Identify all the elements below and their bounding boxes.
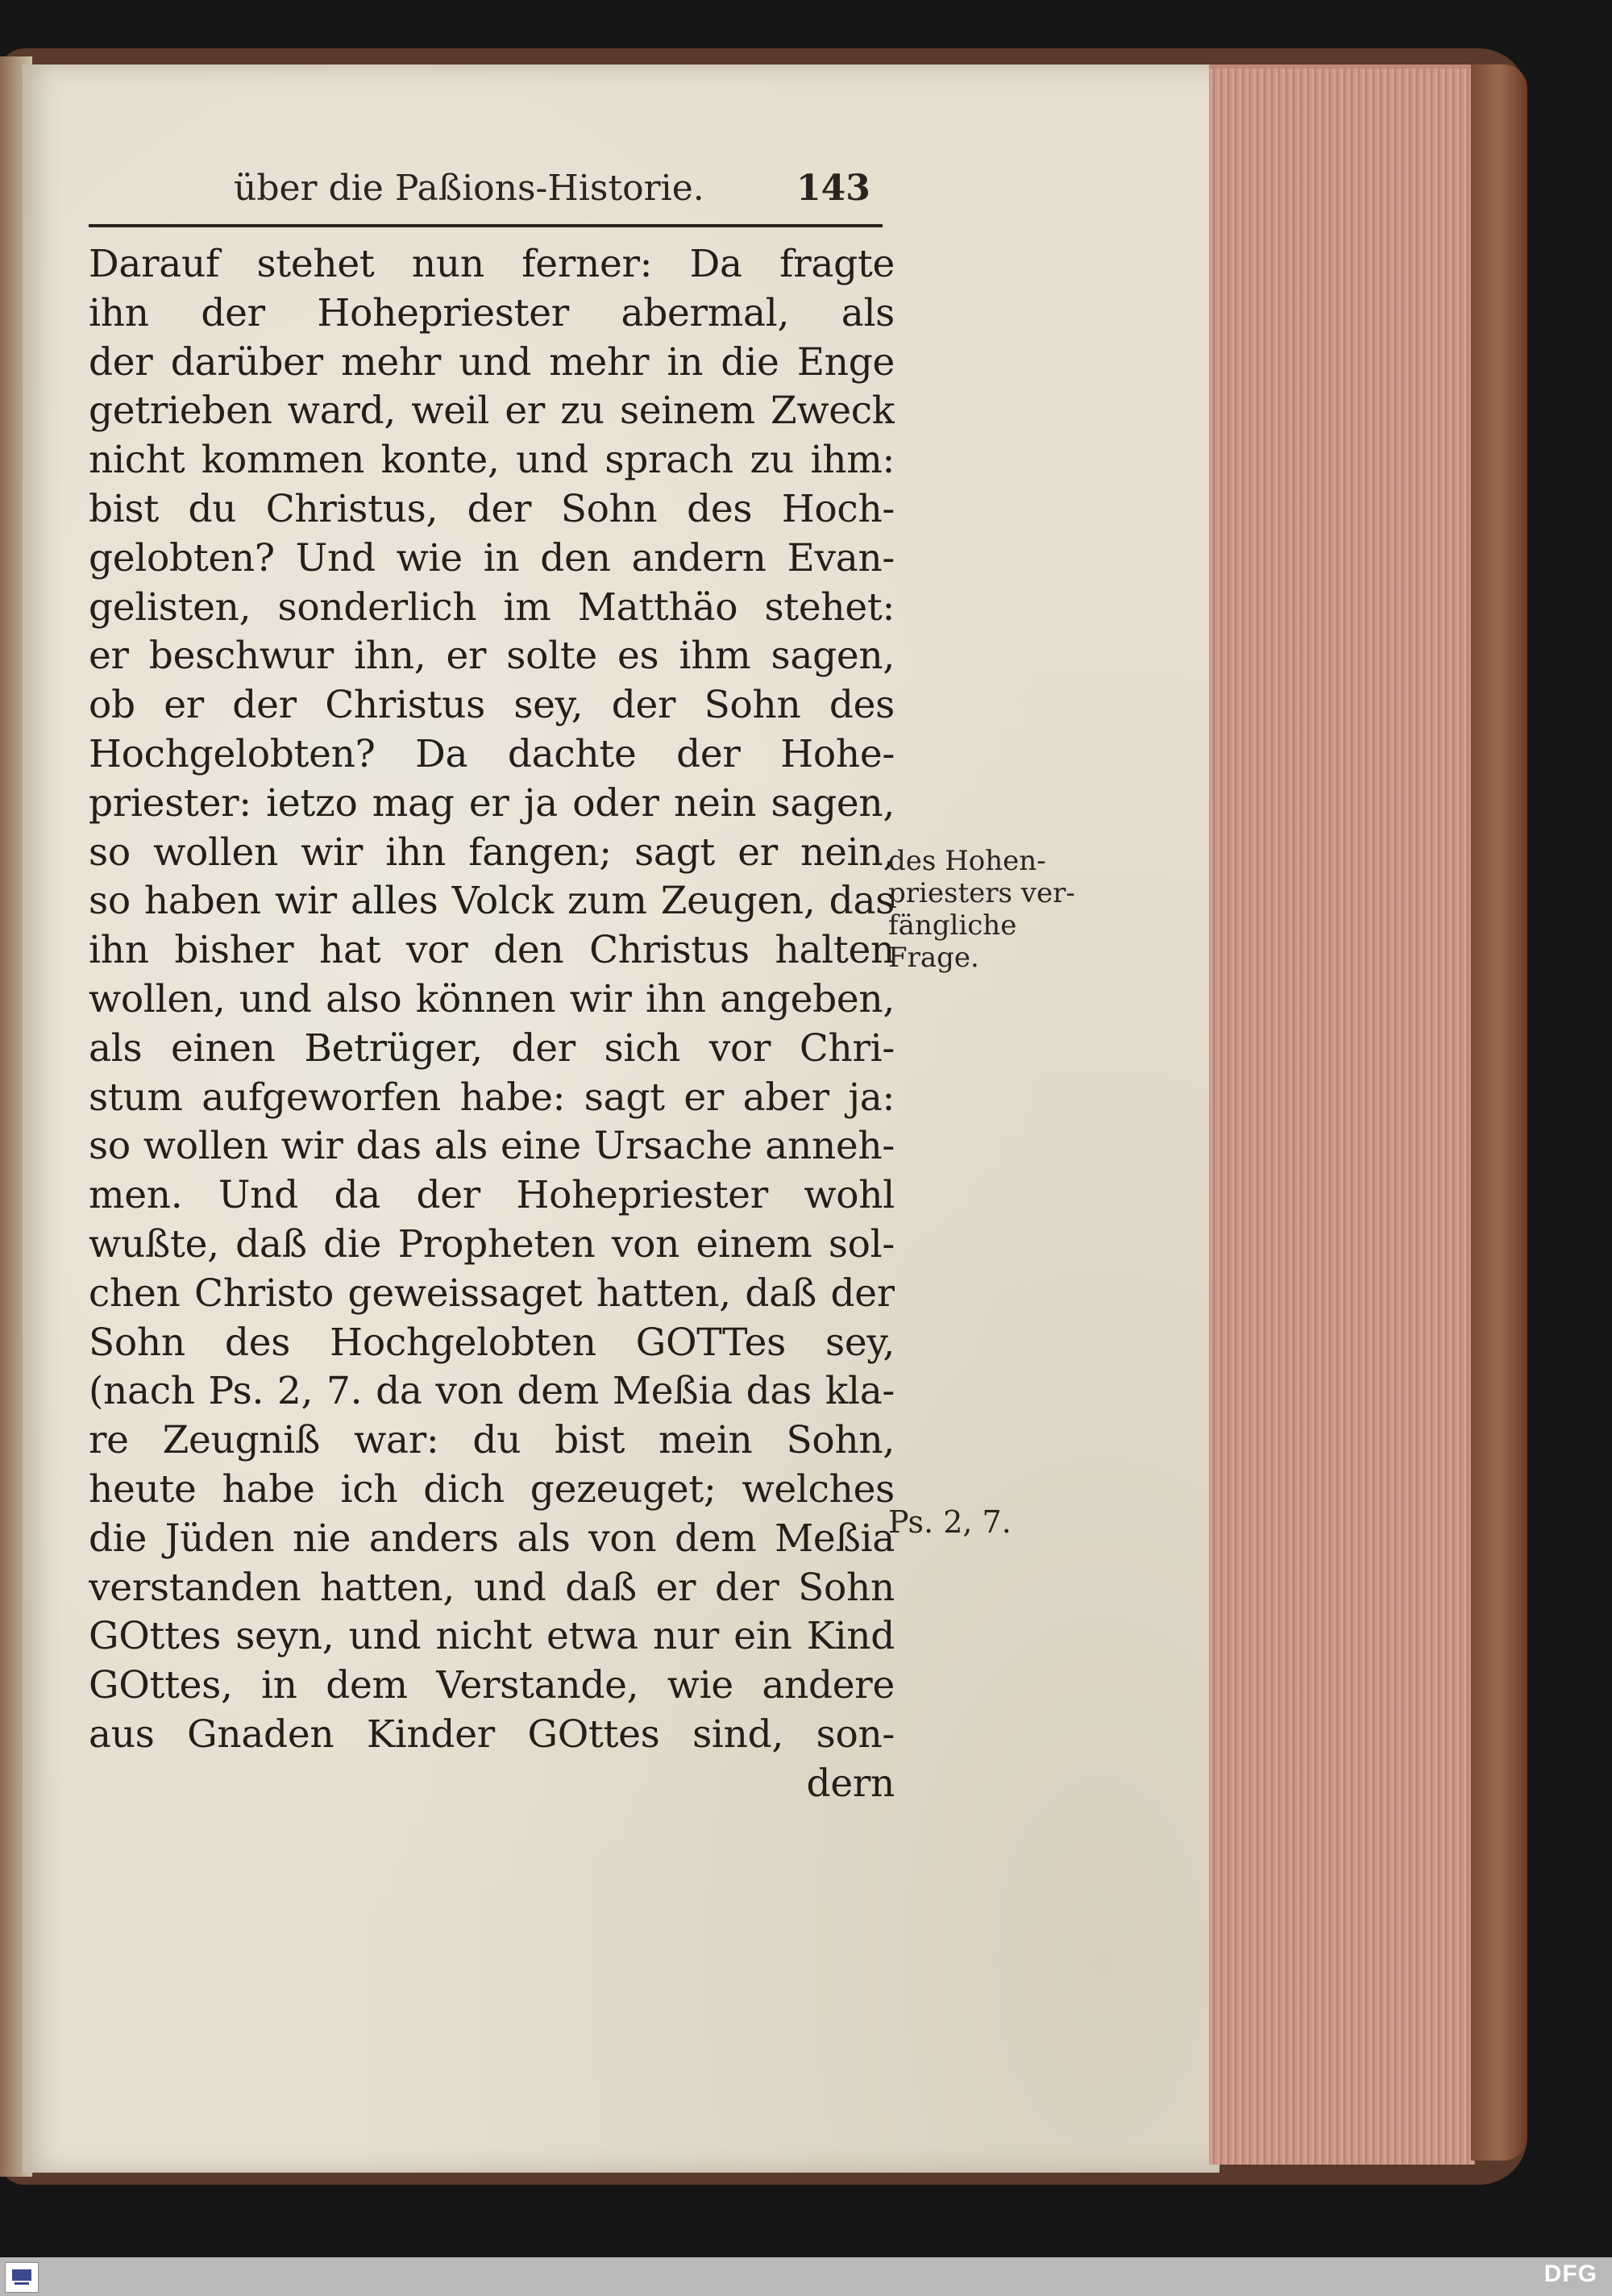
- margin-note-psalm: Ps. 2, 7.: [888, 1504, 1012, 1540]
- text-line: Sohn des Hochgelobten GOTTes sey,: [89, 1320, 895, 1365]
- running-title: über die Paßions-Historie.: [234, 168, 704, 209]
- text-line: verstanden hatten, und daß er der Sohn: [89, 1565, 895, 1610]
- text-line: aus Gnaden Kinder GOttes sind, son-: [89, 1712, 895, 1757]
- margin-note-question: [888, 845, 1130, 974]
- page-number: 143: [796, 168, 870, 209]
- text-line: ob er der Christus sey, der Sohn des: [89, 683, 895, 728]
- text-line: so wollen wir das als eine Ursache anneh-: [89, 1124, 895, 1169]
- margin-note-line: des Hohen-: [888, 845, 1046, 877]
- page-fore-edge: [1209, 69, 1475, 2165]
- text-line: nicht kommen konte, und sprach zu ihm:: [89, 438, 895, 483]
- text-line: ihn bisher hat vor den Christus halten: [89, 928, 895, 973]
- text-line: bist du Christus, der Sohn des Hoch-: [89, 486, 895, 531]
- text-line: chen Christo geweissaget hatten, daß der: [89, 1271, 895, 1316]
- text-line: Darauf stehet nun ferner: Da fragte: [89, 242, 895, 286]
- text-line: gelobten? Und wie in den andern Evan-: [89, 535, 895, 580]
- text-line: re Zeugniß war: du bist mein Sohn,: [89, 1418, 895, 1463]
- library-logo-icon: [10, 2267, 34, 2288]
- text-line: Hochgelobten? Da dachte der Hohe-: [89, 731, 895, 776]
- text-line: der darüber mehr und mehr in die Enge: [89, 339, 895, 385]
- text-line: ihn der Hohepriester abermal, als: [89, 290, 895, 335]
- library-logo: [5, 2262, 39, 2293]
- header-rule: [89, 224, 883, 227]
- viewer-footer: [0, 2257, 1612, 2296]
- text-line: wollen, und also können wir ihn angeben,: [89, 976, 895, 1021]
- text-line: GOttes, in dem Verstande, wie andere: [89, 1663, 895, 1708]
- margin-note-line: priesters ver-: [888, 877, 1075, 909]
- body-text: [89, 240, 895, 1809]
- margin-note-line: fängliche: [888, 909, 1017, 942]
- text-line: gelisten, sonderlich im Matthäo stehet:: [89, 584, 895, 630]
- text-line: heute habe ich dich gezeuget; welches: [89, 1466, 895, 1512]
- text-line: stum aufgeworfen habe: sagt er aber ja:: [89, 1075, 895, 1120]
- text-line: GOttes seyn, und nicht etwa nur ein Kind: [89, 1614, 895, 1659]
- text-line: so wollen wir ihn fangen; sagt er nein,: [89, 830, 895, 875]
- text-line: wußte, daß die Propheten von einem sol-: [89, 1221, 895, 1267]
- text-line: priester: ietzo mag er ja oder nein sagen,: [89, 780, 895, 826]
- text-line: getrieben ward, weil er zu seinem Zweck: [89, 389, 895, 434]
- cover-edge: [1471, 64, 1527, 2161]
- text-line: er beschwur ihn, er solte es ihm sagen,: [89, 634, 895, 679]
- margin-note-line: Frage.: [888, 942, 979, 974]
- text-line: so haben wir alles Volck zum Zeugen, das: [89, 879, 895, 924]
- dfg-logo: DFG: [1543, 2261, 1597, 2287]
- text-line: men. Und da der Hohepriester wohl: [89, 1173, 895, 1218]
- text-line: als einen Betrüger, der sich vor Chri-: [89, 1025, 895, 1071]
- text-line: die Jüden nie anders als von dem Meßia: [89, 1516, 895, 1561]
- text-line: (nach Ps. 2, 7. da von dem Meßia das kla-: [89, 1369, 895, 1414]
- text-line: dern: [806, 1761, 895, 1806]
